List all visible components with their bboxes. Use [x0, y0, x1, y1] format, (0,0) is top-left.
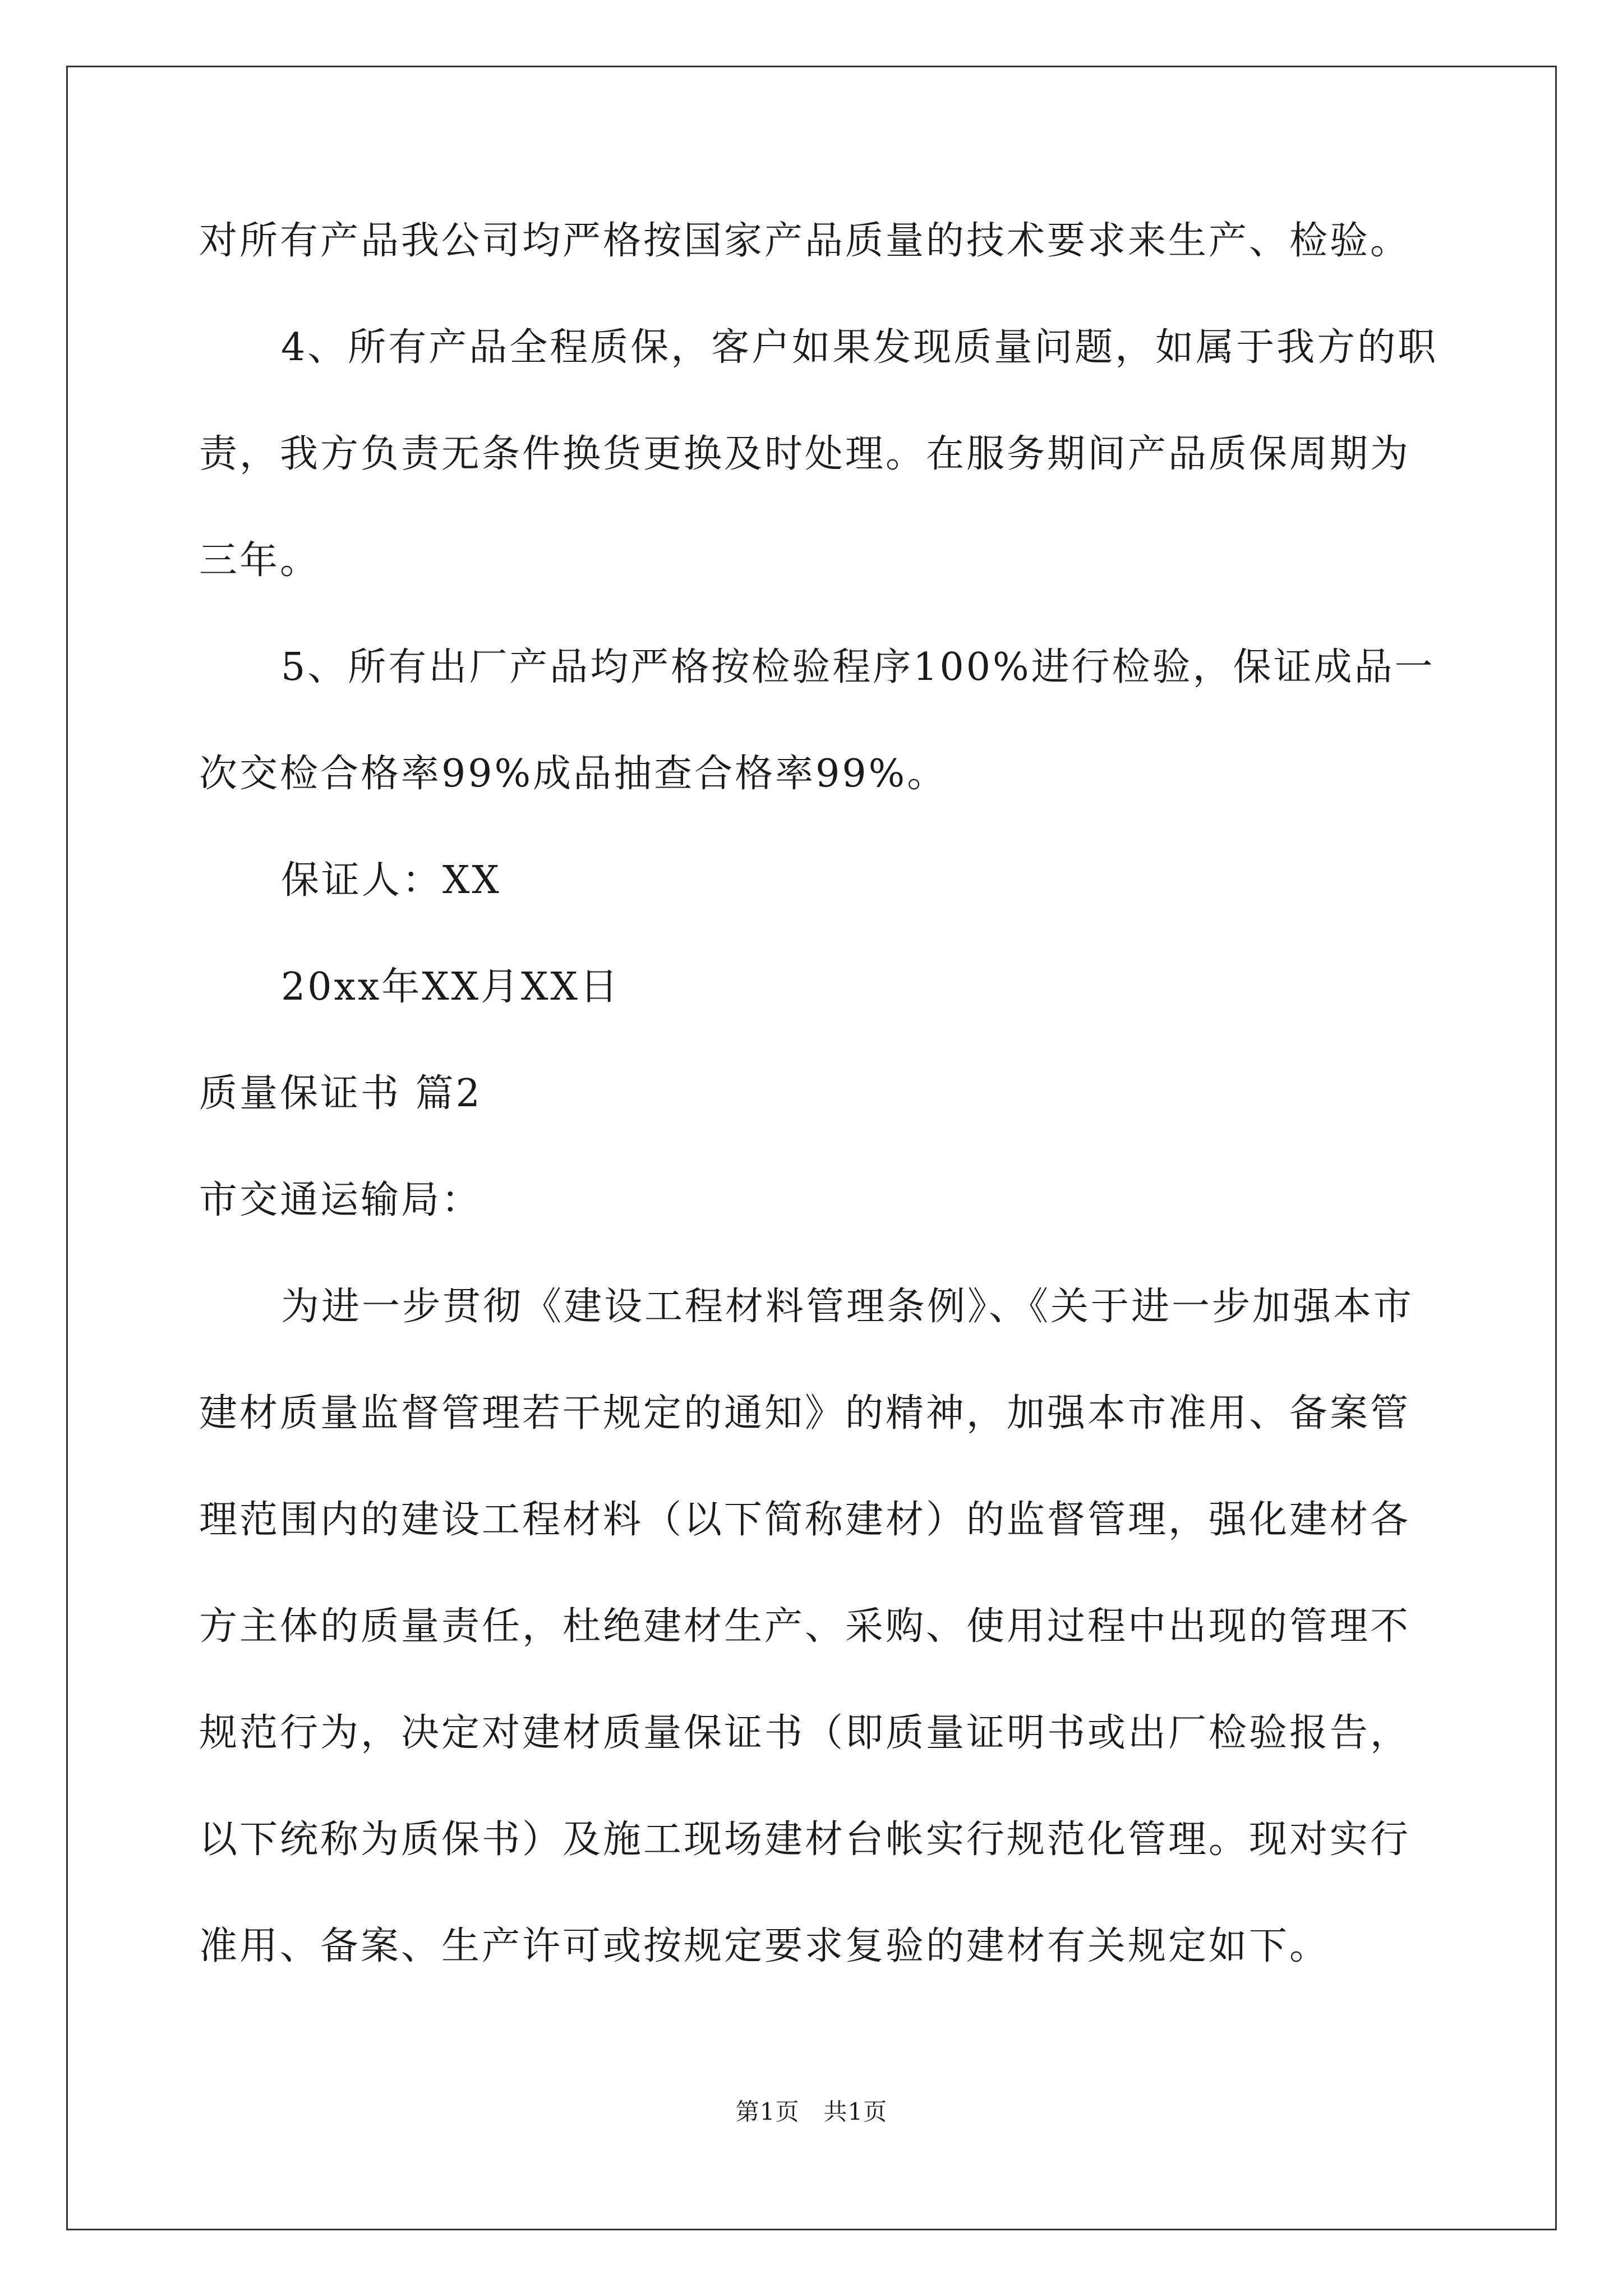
page-footer: 第1页 共1页	[735, 2098, 888, 2125]
paragraph-line: 理范围内的建设工程材料（以下简称建材）的监督管理，强化建材各	[199, 1498, 1411, 1542]
paragraph-line: 以下统称为质保书）及施工现场建材台帐实行规范化管理。现对实行	[199, 1818, 1411, 1862]
guarantor-line: 保证人：XX	[281, 858, 501, 903]
paragraph-line: 5、所有出厂产品均严格按检验程序100%进行检验，保证成品一	[281, 645, 1435, 689]
paragraph-line: 准用、备案、生产许可或按规定要求复验的建材有关规定如下。	[199, 1924, 1330, 1968]
paragraph-line: 为进一步贯彻《建设工程材料管理条例》、《关于进一步加强本市	[281, 1285, 1414, 1329]
paragraph-line: 次交检合格率99%成品抽查合格率99%。	[199, 752, 948, 796]
addressee-line: 市交通运输局：	[199, 1178, 482, 1222]
paragraph-line: 对所有产品我公司均严格按国家产品质量的技术要求来生产、检验。	[199, 219, 1411, 263]
paragraph-line: 责，我方负责无条件换货更换及时处理。在服务期间产品质保周期为	[199, 432, 1411, 476]
paragraph-line: 方主体的质量责任，杜绝建材生产、采购、使用过程中出现的管理不	[199, 1604, 1411, 1649]
paragraph-line: 4、所有产品全程质保，客户如果发现质量问题，如属于我方的职	[281, 325, 1438, 370]
date-line: 20xx年XX月XX日	[281, 965, 620, 1009]
paragraph-line: 规范行为，决定对建材质量保证书（即质量证明书或出厂检验报告，	[199, 1711, 1411, 1755]
paragraph-line: 建材质量监督管理若干规定的通知》的精神，加强本市准用、备案管	[199, 1391, 1411, 1435]
page-border	[66, 66, 1557, 2230]
section-heading: 质量保证书 篇2	[199, 1071, 482, 1116]
paragraph-line: 三年。	[199, 539, 321, 583]
